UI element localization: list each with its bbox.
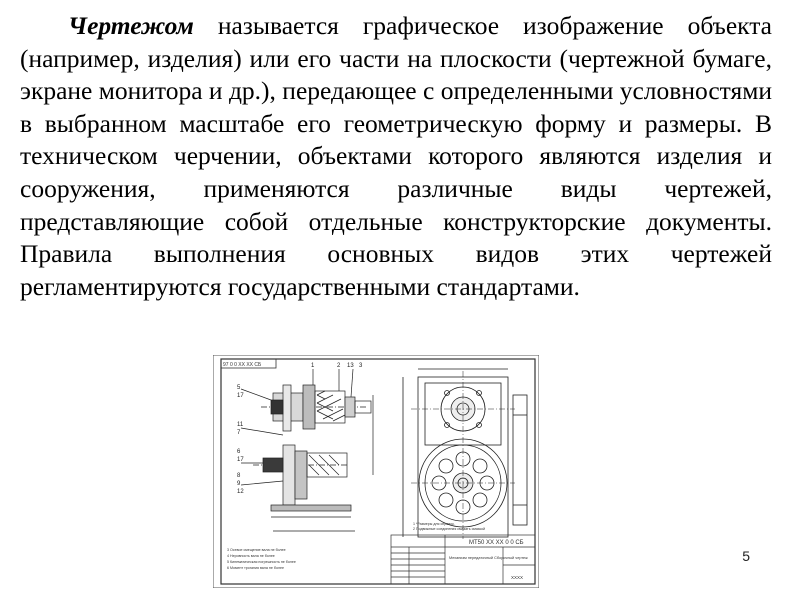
page-number: 5 bbox=[742, 548, 750, 564]
assembly-drawing bbox=[213, 355, 539, 588]
svg-text:2 Подвижные соединения смазать: 2 Подвижные соединения смазать смазкой bbox=[413, 527, 486, 531]
svg-text:4 Неровность вала не более: 4 Неровность вала не более bbox=[227, 554, 275, 558]
svg-text:12: 12 bbox=[237, 489, 244, 495]
svg-text:8: 8 bbox=[237, 473, 241, 479]
svg-text:5 Кинематическая погрешность н: 5 Кинематическая погрешность не более bbox=[227, 560, 296, 564]
title-block-format: XXXX bbox=[511, 575, 524, 580]
svg-text:1 *Размеры для справок.: 1 *Размеры для справок. bbox=[413, 522, 455, 526]
defined-term: Чертежом bbox=[68, 11, 194, 40]
title-block-code: МТ50 XX XX 0 0 СБ bbox=[469, 540, 524, 546]
svg-text:6: 6 bbox=[237, 449, 241, 455]
svg-text:6 Момент трогания вала не боле: 6 Момент трогания вала не более bbox=[227, 566, 284, 570]
svg-text:5: 5 bbox=[237, 385, 241, 391]
svg-text:3: 3 bbox=[359, 363, 363, 369]
svg-text:11: 11 bbox=[237, 422, 244, 428]
svg-text:7: 7 bbox=[237, 430, 241, 436]
definition-paragraph bbox=[20, 10, 772, 303]
svg-text:2: 2 bbox=[337, 363, 341, 369]
svg-text:1: 1 bbox=[311, 363, 315, 369]
svg-text:13: 13 bbox=[347, 363, 354, 369]
svg-text:17: 17 bbox=[237, 393, 244, 399]
svg-text:3 Осевое смещение вала не боле: 3 Осевое смещение вала не более bbox=[227, 548, 286, 552]
svg-text:17: 17 bbox=[237, 457, 244, 463]
drawing-stamp-code: 97 0 0 XX XX СБ bbox=[223, 362, 262, 368]
svg-text:9: 9 bbox=[237, 481, 241, 487]
definition-text: называется графическое изображение объекта (например, изделия) или его части на плоскости (чертежной бумаге, экране монитора и др.), передающее с определенными условностями в выбранном масштабе его геометрическую форму и размеры. В техническом черчении, объектами которого являются изделия и сооружения, применяются различные виды чертежей, представляющие собой отдельные конструкторские документы. Правила выполнения основных видов этих чертежей регламентируются государственными стандартами. bbox=[20, 11, 772, 301]
title-block-name: Механизм передаточный Сборочный чертеж bbox=[449, 556, 528, 560]
